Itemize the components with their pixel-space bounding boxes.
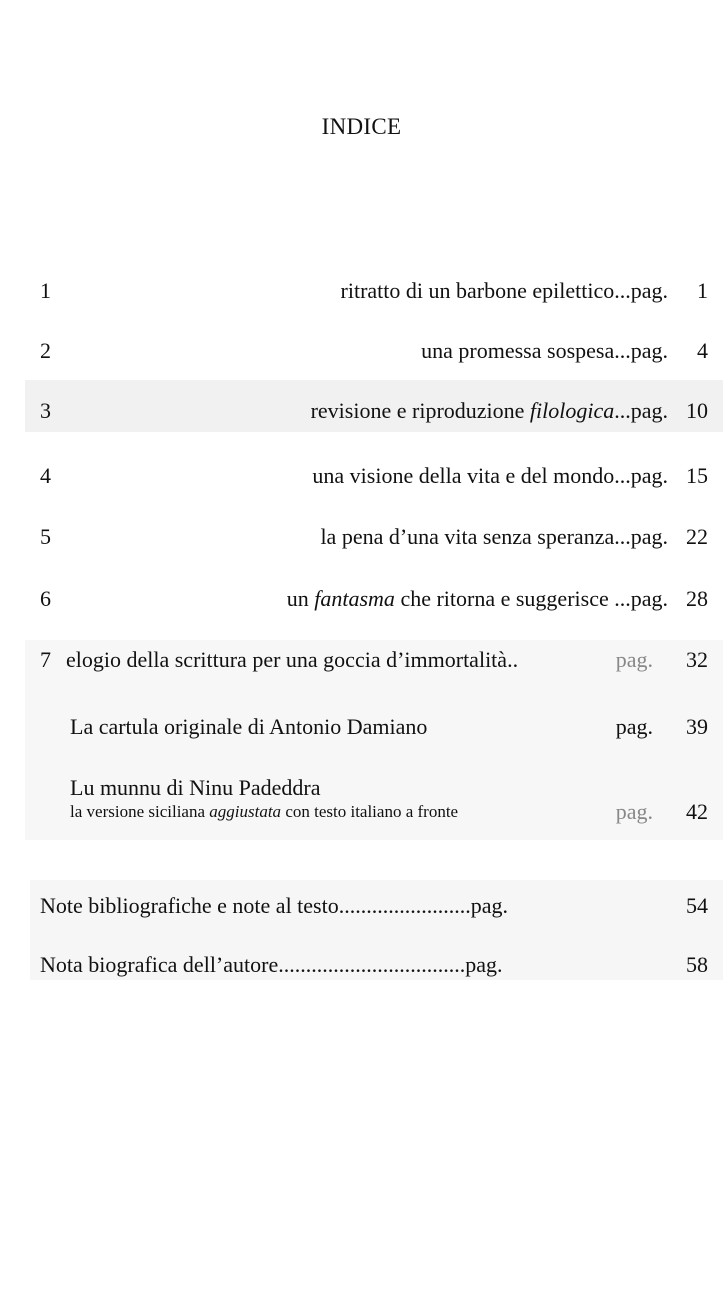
chapter-title: elogio della scrittura per una goccia d’immortalità.. [66, 647, 519, 672]
chapter-title: revisione e riproduzione filologica...pag. [310, 398, 668, 423]
page-number: 4 [697, 338, 708, 363]
chapter-title: la pena d’una vita senza speranza...pag. [320, 524, 668, 549]
toc-entry[interactable] [0, 463, 723, 503]
chapter-title: una promessa sospesa...pag. [421, 338, 668, 363]
toc-entry[interactable] [0, 338, 723, 378]
page-number: 1 [697, 278, 708, 303]
appendix-title: Lu munnu di Ninu Padeddra [70, 775, 321, 800]
appendix-title: La cartula originale di Antonio Damiano [70, 714, 428, 739]
notes-title: Note bibliografiche e note al testo........................pag. [40, 893, 508, 918]
pag-label: pag. [615, 647, 653, 672]
page-number: 42 [686, 799, 708, 824]
chapter-number: 7 [40, 647, 51, 672]
pag-label: pag. [615, 714, 653, 739]
toc-entry-munnu-sub [0, 799, 723, 839]
page-number: 15 [686, 463, 708, 488]
toc-entry[interactable] [0, 647, 723, 687]
page-number: 58 [686, 952, 708, 977]
toc-entry[interactable] [0, 524, 723, 564]
pag-label: pag. [615, 799, 653, 824]
bio-title: Nota biografica dell’autore..................................pag. [40, 952, 503, 977]
toc-entry[interactable] [0, 398, 723, 438]
chapter-number: 5 [40, 524, 51, 549]
page-number: 54 [686, 893, 708, 918]
page-title: INDICE [321, 114, 402, 139]
chapter-number: 6 [40, 586, 51, 611]
page-number: 22 [686, 524, 708, 549]
page-number: 10 [686, 398, 708, 423]
chapter-number: 3 [40, 398, 51, 423]
page-number: 39 [686, 714, 708, 739]
chapter-number: 2 [40, 338, 51, 363]
page-number: 32 [686, 647, 708, 672]
chapter-title: una visione della vita e del mondo...pag. [312, 463, 668, 488]
toc-entry-bio[interactable] [0, 952, 723, 992]
toc-entry-notes[interactable] [0, 893, 723, 933]
chapter-number: 4 [40, 463, 51, 488]
chapter-number: 1 [40, 278, 51, 303]
chapter-title: un fantasma che ritorna e suggerisce ...pag. [286, 586, 668, 611]
toc-entry-cartula[interactable] [0, 714, 723, 754]
page-number: 28 [686, 586, 708, 611]
toc-entry[interactable] [0, 586, 723, 626]
toc-entry[interactable] [0, 278, 723, 318]
appendix-subtitle: la versione siciliana aggiustata con testo italiano a fronte [70, 802, 459, 821]
chapter-title: ritratto di un barbone epilettico...pag. [340, 278, 668, 303]
